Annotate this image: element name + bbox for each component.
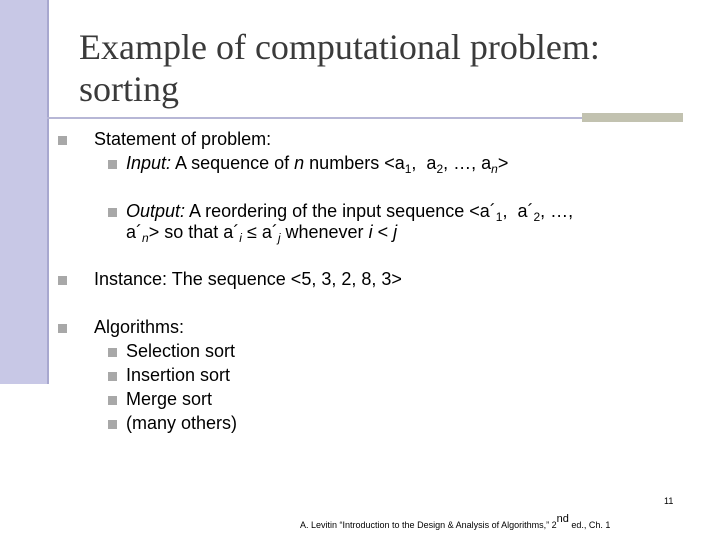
slide-title [79, 26, 699, 110]
title-underline-thin [47, 117, 582, 119]
algorithm-item: Insertion sort [126, 365, 231, 385]
title-underline [47, 113, 683, 122]
algorithm-item: Merge sort [126, 389, 213, 409]
instance-item: Instance: The sequence <5, 3, 2, 8, 3> [94, 269, 402, 289]
bullet-marker [58, 136, 67, 145]
algorithm-item: (many others) [126, 413, 238, 433]
output-item-continued: $a´_n>$ so that $a´_i$ ≤ $a´_j$ whenever i < j [126, 222, 398, 245]
title-underline-thick [582, 113, 683, 122]
footer-citation: A. Levitin “Introduction to the Design & Analysis of Algorithms,” 2nd ed., Ch. 1 [300, 513, 611, 530]
algorithm-item: Selection sort [126, 341, 236, 361]
output-label: Output: [126, 201, 186, 221]
input-label: Input: [126, 153, 172, 173]
bullet-marker [58, 324, 67, 333]
bullet-marker [108, 396, 117, 405]
statement-label: Statement of problem: [94, 129, 272, 149]
bullet-marker [108, 372, 117, 381]
output-item: Output: A reordering of the input sequence $<a´_1$, $a´_2$, …, [126, 201, 574, 224]
title-line-1: Example of computational problem: [79, 27, 600, 67]
page-number: 11 [664, 496, 674, 506]
bullet-marker [108, 208, 117, 217]
bullet-marker [108, 348, 117, 357]
algorithms-label: Algorithms: [94, 317, 185, 337]
left-accent-line [47, 0, 49, 384]
title-line-2: sorting [79, 69, 180, 109]
bullet-marker [58, 276, 67, 285]
bullet-marker [108, 160, 117, 169]
input-item: Input: A sequence of n numbers $<a_1$, $a_2$, …, $a_n>$ [126, 153, 509, 176]
left-accent-bar [0, 0, 47, 384]
bullet-marker [108, 420, 117, 429]
